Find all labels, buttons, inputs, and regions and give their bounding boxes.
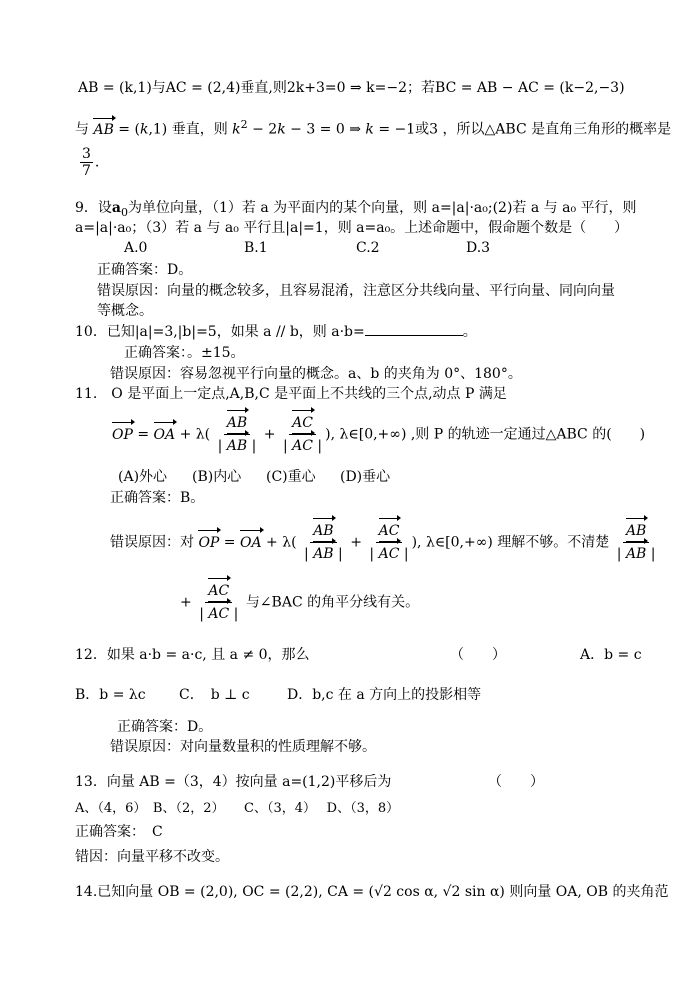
q12-answer (117, 717, 212, 737)
q12-paren (450, 645, 506, 665)
q12-error-text: 错误原因：对向量数量积的性质理解不够。 (110, 739, 376, 755)
q13-answer (75, 822, 163, 842)
q9-text-1: 为单位向量，（1）若 a 为平面内的某个向量，则 a=|a|·a₀;(2)若 a 与 a₀ 平行，则 (128, 200, 637, 216)
q9-option-c: C.2 (356, 240, 380, 256)
solution-text-2c: ，所以△ABC 是直角三角形的概率是 (442, 121, 672, 138)
q10-answer-text: 正确答案：。±15。 (124, 345, 245, 361)
q11-error-mid: , λ∈[0,+∞) 理解不够。不清楚 (417, 534, 610, 551)
q13-text: 13．向量 AB =（3，4）按向量 a=(1,2)平移后为 (75, 774, 392, 790)
q10-answer (124, 343, 245, 363)
q12-option-d: D．b,c 在 a 方向上的投影相等 (287, 687, 482, 703)
q12-option-c: C． b ⊥ c (179, 687, 250, 703)
fraction-denominator: 7 (82, 163, 91, 179)
q13-answer-text: 正确答案： C (75, 824, 163, 840)
q11-formula: OP = OA + λ( $\frac{AB}{| AB |}$ + $\frac{AC}{| AC |}$ ), λ∈[0,+∞) ,则 P 的轨迹一定通过△ABC 的( ) (112, 412, 645, 457)
q13-paren-text: （ ） (488, 774, 544, 790)
q14-text: 14.已知向量 OB = (2,0), OC = (2,2), CA = (√2 cos α, √2 sin α) 则向量 OA, OB 的夹角范 (75, 884, 669, 900)
q11-option-c: (C)重心 (266, 469, 316, 485)
q9-answer (97, 260, 192, 280)
q9-option-a: A.0 (124, 240, 148, 256)
q11-formula-tail: , λ∈[0,+∞) ,则 P 的轨迹一定通过△ABC 的( ) (330, 426, 646, 443)
q10-end: 。 (462, 324, 477, 340)
q11-answer-text: 正确答案：B。 (110, 490, 205, 506)
q10-text: 10．已知|a|=3,|b|=5，如果 a // b，则 a·b= (75, 324, 365, 340)
q12-paren-text: （ ） (450, 647, 506, 663)
q11-error-2: + $\frac{AC}{| AC |}$ 与∠BAC 的角平分线有关。 (180, 580, 419, 625)
q13-error-text: 错因：向量平移不改变。 (75, 849, 229, 865)
q11-options (118, 467, 390, 487)
q12-text: 12．如果 a·b = a·c, 且 a ≠ 0，那么 (75, 647, 310, 663)
q12-option-a-text: A．b = c (580, 647, 642, 663)
fraction-numerator: 3 (82, 146, 91, 162)
q9-number: 9．设 (75, 200, 112, 216)
q10-error-text: 错误原因：容易忽视平行向量的概念。a、b 的夹角为 0°、180°。 (110, 366, 522, 382)
solution-text-2a: 与 (75, 121, 89, 138)
question-14 (75, 882, 669, 902)
q10-error (110, 364, 522, 384)
q11-option-b: (B)内心 (192, 469, 242, 485)
q11-text: 11. O 是平面上一定点,A,B,C 是平面上不共线的三个点,动点 P 满足 (75, 386, 507, 402)
q12-error (110, 737, 376, 757)
vector-ab: AB (93, 121, 114, 138)
q11-error: 错误原因：对 OP = OA + λ( $\frac{AB}{| AB |}$ + $\frac{AC}{| AC |}$ ), λ∈[0,+∞) 理解不够。不清楚 $\frac{AB}{| AB |}$ (110, 520, 659, 565)
question-9-line-1: 9．设$a_0$为单位向量，（1）若 a 为平面内的某个向量，则 a=|a|·a₀;(2)若 a 与 a₀ 平行，则 (75, 200, 637, 219)
question-9-options (124, 238, 490, 258)
q12-option-a (580, 645, 642, 665)
q12-option-b: B．b = λc (75, 687, 146, 703)
question-12 (75, 645, 310, 665)
question-13 (75, 772, 391, 792)
q9-error-text-2: 等概念。 (97, 303, 153, 319)
q11-error-head: 错误原因：对 (110, 534, 194, 551)
q12-answer-text: 正确答案：D。 (117, 719, 213, 735)
q9-option-b: B.1 (244, 240, 268, 256)
q9-error-text-1: 错误原因：向量的概念较多，且容易混淆，注意区分共线向量、平行向量、同向向量 (97, 283, 615, 299)
q11-option-d: (D)垂心 (340, 469, 391, 485)
q9-error-1 (97, 281, 615, 301)
q9-error-2 (97, 301, 153, 321)
probability-fraction: $\frac{3}{7}$ . (82, 146, 100, 179)
q13-error (75, 847, 229, 867)
q11-answer (110, 488, 204, 508)
q10-answer-blank[interactable] (365, 323, 463, 336)
q11-option-a: (A)外心 (118, 469, 168, 485)
q13-options-text: A、（4，6） B、（2，2） C、（3，4） D、（3，8） (75, 801, 400, 816)
q13-paren (488, 772, 544, 792)
solution-line-2: 与 AB = (k,1) 垂直，则 $k^2 - 2k - 3 = 0$ ⇒ k = −1或3 ，所以△ABC 是直角三角形的概率是 (75, 118, 672, 138)
q9-text-2: a=|a|·a₀；（3）若 a 与 a₀ 平行且|a|=1，则 a=a₀。上述命题中，假命题个数是（ ） (75, 220, 629, 236)
q9-answer-text: 正确答案：D。 (97, 262, 193, 278)
q12-options-2 (75, 685, 481, 705)
question-9-line-2 (75, 218, 628, 238)
q13-options (75, 799, 399, 819)
question-11 (75, 384, 507, 404)
solution-line-1 (78, 78, 625, 98)
solution-text-2b: 垂直，则 (171, 121, 228, 138)
solution-text-1: AB = (k,1)与AC = (2,4)垂直,则2k+3=0 ⇒ k=−2；若BC = AB − AC = (k−2,−3) (78, 80, 625, 96)
q9-option-d: D.3 (466, 240, 491, 256)
question-10 (75, 322, 477, 342)
q11-error-text-2: 与∠BAC 的角平分线有关。 (245, 594, 420, 611)
